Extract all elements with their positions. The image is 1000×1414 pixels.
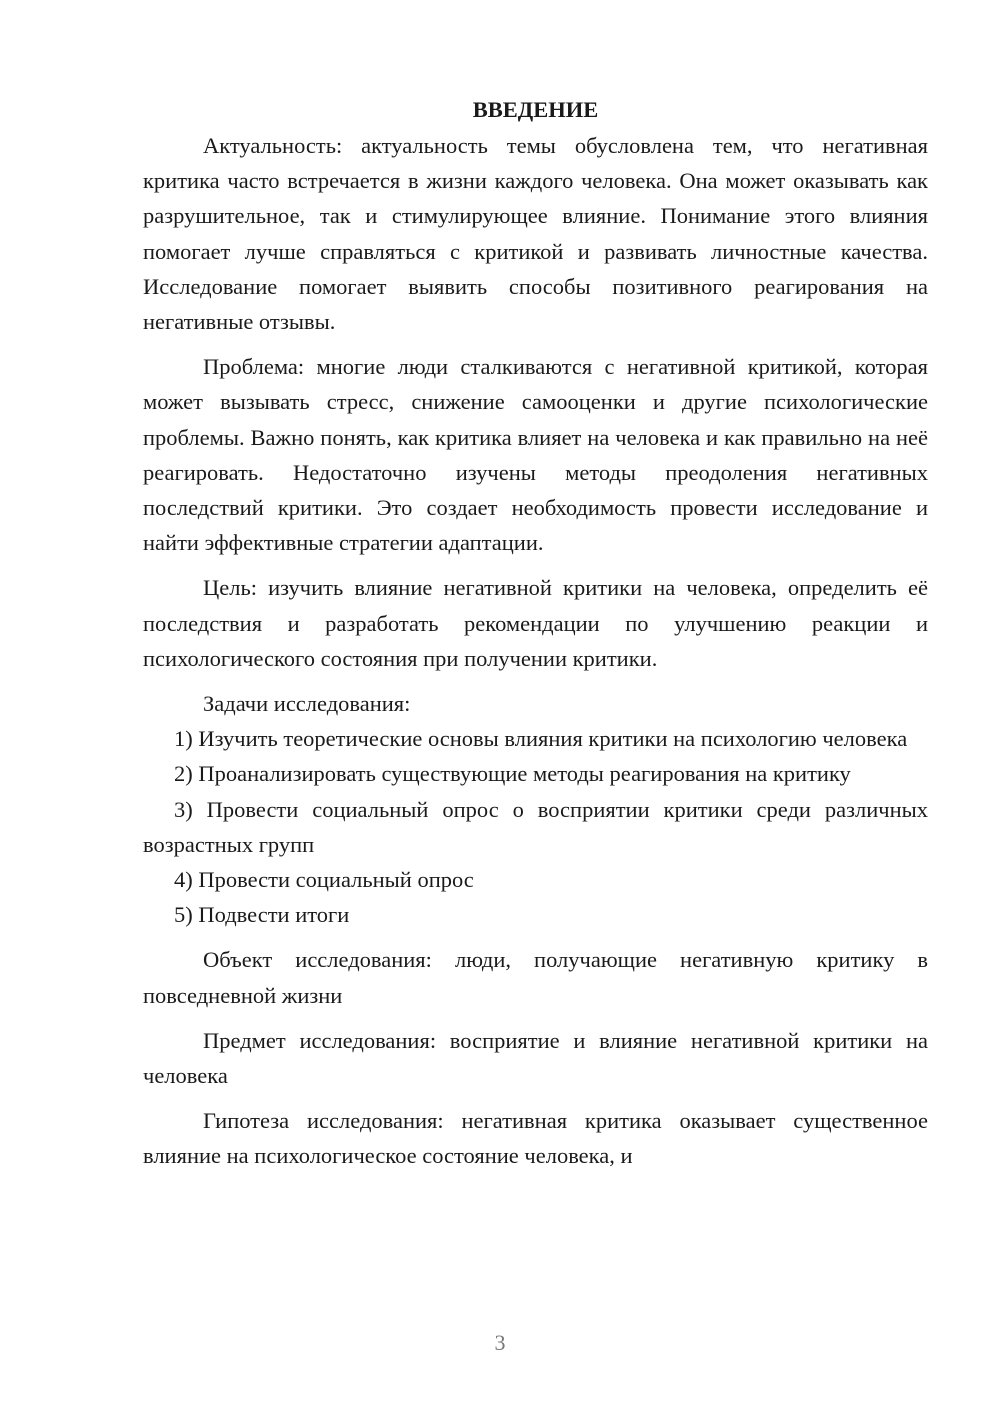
section-title: ВВЕДЕНИЕ [472,97,599,122]
task-item-2: 2) Проанализировать существующие методы реагирования на критику [174,761,851,787]
relevance-paragraph: Актуальность: актуальность темы обусловлена тем, что негативная критика часто встречается в жизни каждого человека. Она может оказывать как разрушительное, так и стимулирующее влияние. Понимание этого влияния помогает лучше справляться с критикой и развивать личностные качества. Исследование помогает выявить способы позитивного реагирования на негативные отзывы. [143,133,928,335]
hypothesis-paragraph: Гипотеза исследования: негативная критика оказывает существенное влияние на психологическое состояние человека, и [143,1108,928,1169]
tasks-heading: Задачи исследования: [203,691,411,717]
task-item-4: 4) Провести социальный опрос [174,867,474,893]
object-paragraph: Объект исследования: люди, получающие негативную критику в повседневной жизни [143,947,928,1008]
problem-paragraph: Проблема: многие люди сталкиваются с негативной критикой, которая может вызывать стресс, снижение самооценки и другие психологические проблемы. Важно понять, как критика влияет на человека и как правильно на неё реагировать. Недостаточно изучены методы преодоления негативных последствий критики. Это создает необходимость провести исследование и найти эффективные стратегии адаптации. [143,354,928,556]
goal-paragraph: Цель: изучить влияние негативной критики на человека, определить её последствия и разработать рекомендации по улучшению реакции и психологического состояния при получении критики. [143,575,928,671]
subject-paragraph: Предмет исследования: восприятие и влияние негативной критики на человека [143,1027,928,1089]
task-item-5: 5) Подвести итоги [174,902,350,928]
task-item-1: 1) Изучить теоретические основы влияния критики на психологию человека [174,726,908,752]
task-item-3: 3) Провести социальный опрос о восприятии критики среди различных возрастных групп [143,796,928,857]
page-content [143,92,928,1174]
page-number: 3 [494,1330,506,1355]
